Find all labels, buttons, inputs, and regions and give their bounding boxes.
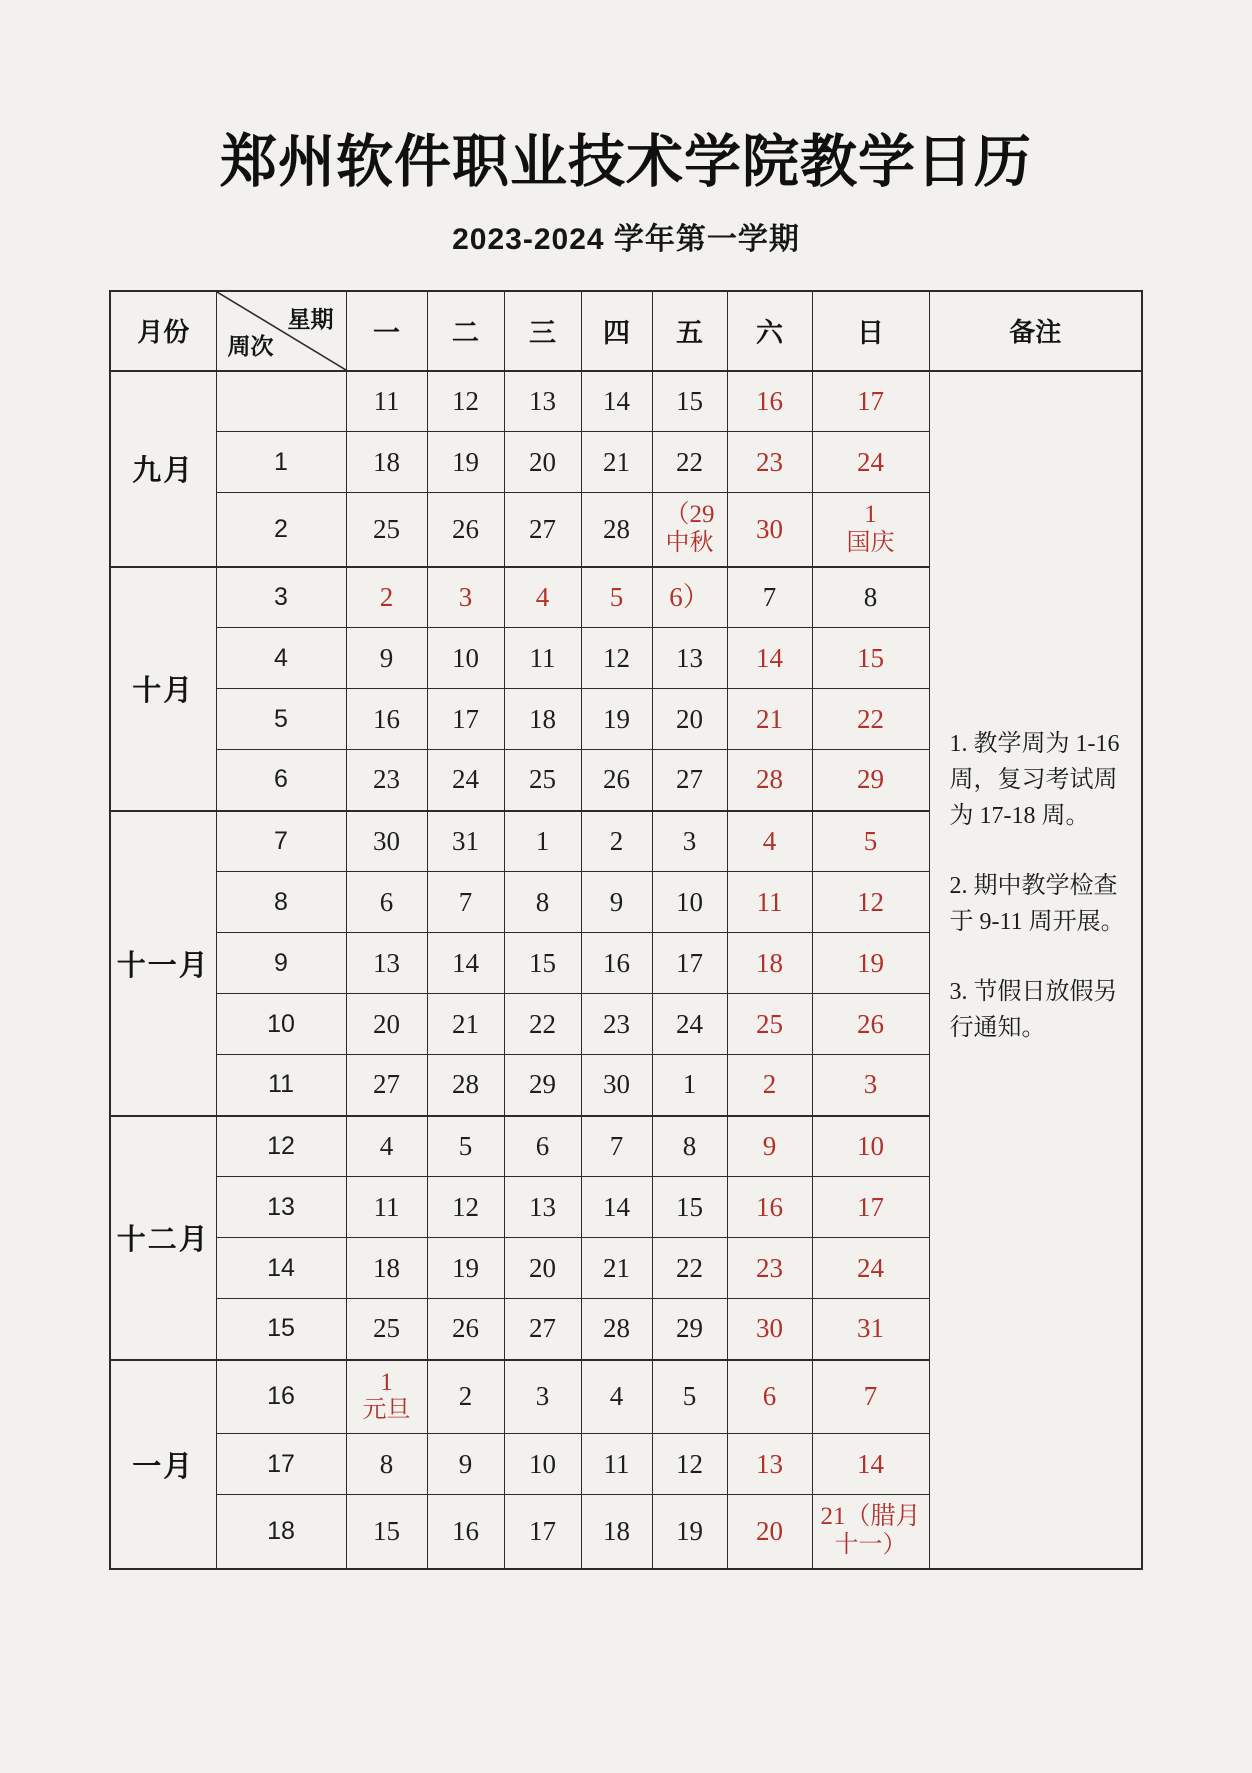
day-cell: 20 — [346, 994, 427, 1055]
week-number-cell: 2 — [216, 493, 346, 567]
day-cell: 31 — [427, 811, 504, 872]
week-number-cell: 11 — [216, 1055, 346, 1116]
day-cell: 12 — [652, 1434, 727, 1495]
header-day-fri: 五 — [652, 291, 727, 371]
day-cell: 7 — [727, 567, 812, 628]
day-cell: 18 — [504, 689, 581, 750]
day-cell: 26 — [812, 994, 929, 1055]
day-cell: 9 — [581, 872, 652, 933]
week-number-cell: 5 — [216, 689, 346, 750]
day-cell: 24 — [812, 432, 929, 493]
remarks-notes — [930, 726, 1142, 1046]
day-cell: 12 — [427, 371, 504, 432]
holiday-label: 元旦 — [362, 1397, 411, 1424]
day-cell: 12 — [581, 628, 652, 689]
day-number: 21（腊月 — [820, 1503, 921, 1531]
week-number-cell: 4 — [216, 628, 346, 689]
day-cell: 23 — [727, 1238, 812, 1299]
holiday-label: 国庆 — [846, 529, 895, 556]
day-cell: 17 — [812, 1177, 929, 1238]
week-number-cell: 12 — [216, 1116, 346, 1177]
day-cell: 7 — [427, 872, 504, 933]
day-cell: 2 — [581, 811, 652, 872]
day-cell: 3 — [427, 567, 504, 628]
day-cell: 18 — [581, 1495, 652, 1569]
day-cell: 13 — [652, 628, 727, 689]
day-cell: 28 — [727, 750, 812, 811]
day-cell: 5 — [652, 1360, 727, 1434]
day-cell: 30 — [346, 811, 427, 872]
day-cell: 10 — [812, 1116, 929, 1177]
day-cell: 13 — [504, 1177, 581, 1238]
day-cell: 19 — [427, 432, 504, 493]
day-cell: 10 — [652, 872, 727, 933]
day-cell: 8 — [504, 872, 581, 933]
day-cell: 22 — [652, 432, 727, 493]
day-number: （29 — [664, 501, 715, 529]
header-weeknum-label: 周次 — [227, 332, 274, 359]
day-cell: 27 — [346, 1055, 427, 1116]
day-cell: 5 — [427, 1116, 504, 1177]
holiday-label: 十一） — [834, 1531, 907, 1558]
day-cell: 12 — [427, 1177, 504, 1238]
week-number-cell: 7 — [216, 811, 346, 872]
day-cell: 26 — [427, 493, 504, 567]
day-cell: 23 — [581, 994, 652, 1055]
day-cell: 25 — [727, 994, 812, 1055]
header-day-wed: 三 — [504, 291, 581, 371]
day-cell: 17 — [812, 371, 929, 432]
day-cell: 1 — [504, 811, 581, 872]
day-cell: 6 — [727, 1360, 812, 1434]
day-cell: 4 — [727, 811, 812, 872]
week-number-cell: 18 — [216, 1495, 346, 1569]
header-day-sat: 六 — [727, 291, 812, 371]
header-week-day-corner — [216, 291, 346, 371]
day-number: 1 — [380, 1368, 393, 1396]
day-cell: 3 — [504, 1360, 581, 1434]
day-cell: 15 — [504, 933, 581, 994]
month-cell: 一月 — [110, 1360, 216, 1569]
day-cell: 29 — [504, 1055, 581, 1116]
day-cell: 21 — [581, 1238, 652, 1299]
header-row — [110, 291, 1142, 371]
day-cell: 13 — [346, 933, 427, 994]
day-cell: 20 — [727, 1495, 812, 1569]
day-cell: 18 — [346, 432, 427, 493]
day-cell: 16 — [427, 1495, 504, 1569]
day-cell: 21 — [581, 432, 652, 493]
day-cell: 16 — [581, 933, 652, 994]
day-cell: 27 — [504, 493, 581, 567]
month-cell: 九月 — [110, 371, 216, 567]
week-number-cell: 15 — [216, 1299, 346, 1360]
day-cell: 4 — [581, 1360, 652, 1434]
day-cell: 7 — [581, 1116, 652, 1177]
day-cell: 28 — [427, 1055, 504, 1116]
day-cell: 2 — [727, 1055, 812, 1116]
day-cell: 1 — [652, 1055, 727, 1116]
page-subtitle: 2023-2024 学年第一学期 — [452, 222, 800, 256]
day-cell: 10 — [427, 628, 504, 689]
day-cell: 13 — [727, 1434, 812, 1495]
header-month: 月份 — [110, 291, 216, 371]
day-cell: 20 — [504, 1238, 581, 1299]
day-cell: 16 — [727, 371, 812, 432]
day-cell: 14 — [812, 1434, 929, 1495]
remarks-cell — [929, 371, 1142, 1569]
day-cell: 20 — [652, 689, 727, 750]
day-cell: 11 — [504, 628, 581, 689]
remark-note: 2. 期中教学检查于 9-11 周开展。 — [949, 872, 1125, 935]
header-weekday-label: 星期 — [287, 305, 334, 332]
day-cell: 18 — [346, 1238, 427, 1299]
day-cell: 13 — [504, 371, 581, 432]
day-cell: 18 — [727, 933, 812, 994]
header-remarks: 备注 — [929, 291, 1142, 371]
holiday-label: 中秋 — [665, 529, 714, 556]
day-cell: 5 — [581, 567, 652, 628]
day-cell: 2 — [346, 567, 427, 628]
week-number-cell: 17 — [216, 1434, 346, 1495]
day-cell: 14 — [581, 1177, 652, 1238]
day-cell: 23 — [727, 432, 812, 493]
day-cell: 17 — [504, 1495, 581, 1569]
day-cell: 28 — [581, 1299, 652, 1360]
week-number-cell: 6 — [216, 750, 346, 811]
day-cell: 15 — [346, 1495, 427, 1569]
week-number-cell: 13 — [216, 1177, 346, 1238]
remark-note: 1. 教学周为 1-16 周，复习考试周为 17-18 周。 — [949, 730, 1120, 829]
week-number-cell — [216, 371, 346, 432]
week-number-cell: 9 — [216, 933, 346, 994]
day-cell: 22 — [812, 689, 929, 750]
day-cell: 22 — [504, 994, 581, 1055]
day-cell — [652, 493, 727, 567]
day-cell: 24 — [427, 750, 504, 811]
day-cell: 29 — [652, 1299, 727, 1360]
day-cell: 17 — [652, 933, 727, 994]
day-cell: 16 — [727, 1177, 812, 1238]
day-cell: 4 — [346, 1116, 427, 1177]
day-cell: 15 — [652, 371, 727, 432]
week-number-cell: 10 — [216, 994, 346, 1055]
day-cell: 27 — [504, 1299, 581, 1360]
day-cell: 6） — [652, 567, 727, 628]
day-cell: 31 — [812, 1299, 929, 1360]
day-cell: 19 — [581, 689, 652, 750]
day-cell: 8 — [346, 1434, 427, 1495]
day-cell: 23 — [346, 750, 427, 811]
day-cell: 11 — [581, 1434, 652, 1495]
day-cell: 3 — [652, 811, 727, 872]
day-cell: 6 — [346, 872, 427, 933]
day-cell: 21 — [427, 994, 504, 1055]
day-cell: 9 — [346, 628, 427, 689]
week-number-cell: 3 — [216, 567, 346, 628]
day-cell: 16 — [346, 689, 427, 750]
day-cell: 8 — [652, 1116, 727, 1177]
day-cell: 25 — [346, 1299, 427, 1360]
teaching-calendar-table — [109, 290, 1143, 1570]
week-number-cell: 16 — [216, 1360, 346, 1434]
day-cell: 19 — [427, 1238, 504, 1299]
day-cell: 19 — [812, 933, 929, 994]
day-cell: 15 — [652, 1177, 727, 1238]
header-day-sun: 日 — [812, 291, 929, 371]
month-cell: 十二月 — [110, 1116, 216, 1360]
day-cell: 4 — [504, 567, 581, 628]
day-cell: 9 — [427, 1434, 504, 1495]
day-cell: 22 — [652, 1238, 727, 1299]
day-cell: 30 — [727, 1299, 812, 1360]
page-title: 郑州软件职业技术学院教学日历 — [220, 130, 1032, 194]
day-cell: 3 — [812, 1055, 929, 1116]
table-row — [110, 371, 1142, 432]
day-cell: 26 — [427, 1299, 504, 1360]
header-day-mon: 一 — [346, 291, 427, 371]
day-cell: 11 — [346, 1177, 427, 1238]
day-cell: 11 — [727, 872, 812, 933]
day-cell: 19 — [652, 1495, 727, 1569]
day-cell: 6 — [504, 1116, 581, 1177]
day-cell: 11 — [346, 371, 427, 432]
day-cell: 29 — [812, 750, 929, 811]
day-cell — [346, 1360, 427, 1434]
week-number-cell: 14 — [216, 1238, 346, 1299]
day-cell: 5 — [812, 811, 929, 872]
day-cell: 14 — [727, 628, 812, 689]
week-number-cell: 1 — [216, 432, 346, 493]
day-cell — [812, 493, 929, 567]
day-cell: 14 — [581, 371, 652, 432]
day-cell: 10 — [504, 1434, 581, 1495]
day-cell — [812, 1495, 929, 1569]
month-cell: 十月 — [110, 567, 216, 811]
day-cell: 24 — [812, 1238, 929, 1299]
day-cell: 21 — [727, 689, 812, 750]
day-cell: 2 — [427, 1360, 504, 1434]
day-cell: 30 — [727, 493, 812, 567]
day-cell: 7 — [812, 1360, 929, 1434]
week-number-cell: 8 — [216, 872, 346, 933]
header-day-tue: 二 — [427, 291, 504, 371]
day-cell: 24 — [652, 994, 727, 1055]
day-cell: 28 — [581, 493, 652, 567]
remark-note: 3. 节假日放假另行通知。 — [949, 978, 1118, 1041]
day-cell: 12 — [812, 872, 929, 933]
day-cell: 8 — [812, 567, 929, 628]
calendar-body — [110, 371, 1142, 1569]
day-cell: 26 — [581, 750, 652, 811]
day-cell: 14 — [427, 933, 504, 994]
day-number: 1 — [864, 501, 877, 529]
day-cell: 17 — [427, 689, 504, 750]
day-cell: 25 — [504, 750, 581, 811]
month-cell: 十一月 — [110, 811, 216, 1116]
day-cell: 25 — [346, 493, 427, 567]
header-day-thu: 四 — [581, 291, 652, 371]
day-cell: 27 — [652, 750, 727, 811]
day-cell: 9 — [727, 1116, 812, 1177]
day-cell: 20 — [504, 432, 581, 493]
day-cell: 15 — [812, 628, 929, 689]
day-cell: 30 — [581, 1055, 652, 1116]
